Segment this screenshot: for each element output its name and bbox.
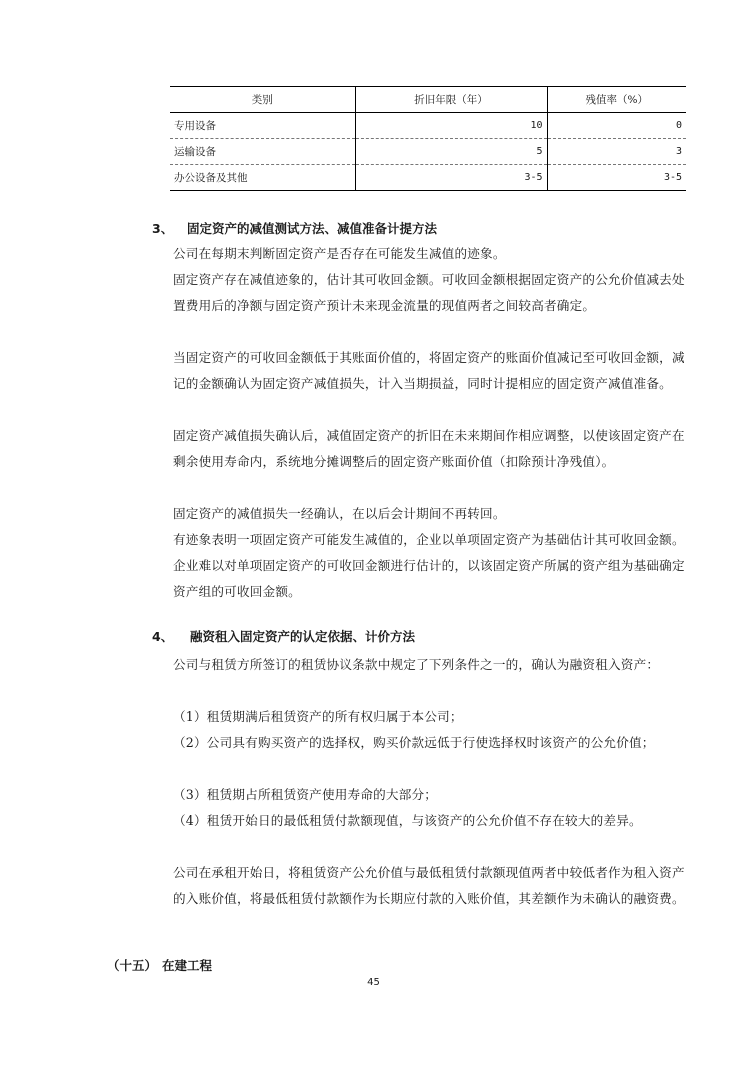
section-3-paragraph: 当固定资产的可收回金额低于其账面价值的，将固定资产的账面价值减记至可收回金额，减记的金额确认为固定资产减值损失，计入当期损益，同时计提相应的固定资产减值准备。	[173, 350, 685, 391]
section-4-paragraph: （3）租赁期占所租赁资产使用寿命的大部分；	[173, 787, 438, 802]
header-category: 类别	[170, 87, 355, 113]
page-number: 45	[367, 977, 380, 988]
cell-category: 办公设备及其他	[170, 165, 355, 191]
section-3-title: 固定资产的减值测试方法、减值准备计提方法	[187, 221, 438, 236]
cell-years: 3-5	[355, 165, 547, 191]
table-row	[170, 113, 686, 139]
section-4-paragraph: 公司与租赁方所签订的租赁协议条款中规定了下列条件之一的，确认为融资租入资产：	[173, 657, 660, 672]
section-3-paragraph: 固定资产减值损失确认后，减值固定资产的折旧在未来期间作相应调整，以使该固定资产在剩余使用寿命内，系统地分摊调整后的固定资产账面价值（扣除预计净残值）。	[173, 428, 685, 469]
section-4-paragraph: （1）租赁期满后租赁资产的所有权归属于本公司；	[173, 709, 463, 724]
section-15-number: （十五）	[107, 958, 158, 973]
table-header-row	[170, 87, 686, 113]
section-4-paragraph: （2）公司具有购买资产的选择权，购买价款远低于行使选择权时该资产的公允价值；	[173, 735, 655, 750]
cell-category: 运输设备	[170, 139, 355, 165]
table-row	[170, 165, 686, 191]
section-4-heading	[152, 630, 415, 644]
cell-years: 5	[355, 139, 547, 165]
cell-residual-rate: 3	[547, 139, 686, 165]
section-3-paragraph: 固定资产的减值损失一经确认，在以后会计期间不再转回。	[173, 506, 506, 521]
cell-category: 专用设备	[170, 113, 355, 139]
section-3-paragraph: 固定资产存在减值迹象的，估计其可收回金额。可收回金额根据固定资产的公允价值减去处置费用后的净额与固定资产预计未来现金流量的现值两者之间较高者确定。	[173, 272, 685, 313]
section-4-paragraph: 公司在承租开始日，将租赁资产公允价值与最低租赁付款额现值两者中较低者作为租入资产的入账价值，将最低租赁付款额作为长期应付款的入账价值，其差额作为未确认的融资费。	[173, 865, 685, 906]
section-3-paragraph: 公司在每期末判断固定资产是否存在可能发生减值的迹象。	[173, 246, 506, 261]
section-4-paragraph: （4）租赁开始日的最低租赁付款额现值，与该资产的公允价值不存在较大的差异。	[173, 813, 642, 828]
table-row	[170, 139, 686, 165]
section-3-paragraph: 有迹象表明一项固定资产可能发生减值的，企业以单项固定资产为基础估计其可收回金额。企业难以对单项固定资产的可收回金额进行估计的，以该固定资产所属的资产组为基础确定资产组的可收回金额。	[173, 532, 685, 599]
section-3-heading	[152, 222, 437, 236]
header-years: 折旧年限（年）	[355, 87, 547, 113]
section-15-title: 在建工程	[162, 958, 213, 973]
section-4-title: 融资租入固定资产的认定依据、计价方法	[190, 629, 416, 644]
section-15-heading	[107, 959, 212, 973]
cell-years: 10	[355, 113, 547, 139]
cell-residual-rate: 0	[675, 120, 682, 131]
depreciation-table	[170, 86, 686, 191]
header-residual-rate: 残值率（%）	[585, 94, 648, 106]
section-4-number: 4、	[152, 629, 174, 644]
cell-residual-rate: 3-5	[547, 165, 686, 191]
section-3-number: 3、	[152, 221, 174, 236]
